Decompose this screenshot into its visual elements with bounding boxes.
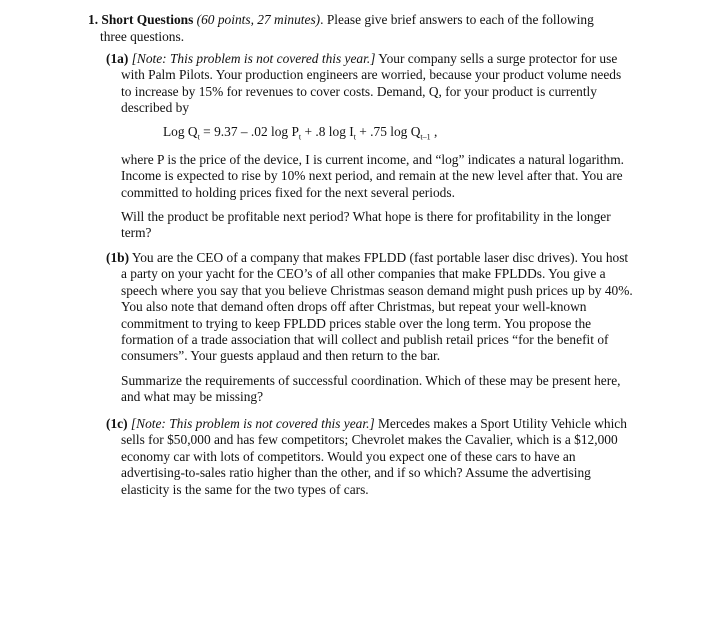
eq-lhs: Log Q	[163, 123, 198, 139]
part-1a-text: Your company sells a surge protector for use with Palm Pilots. Your production engineers are worried, because your product volume needs to increase by 15% for revenues to cover costs. Demand, Q, for your product is currently described by	[121, 51, 622, 116]
question-intro: . Please give brief answers to each of the following	[320, 12, 594, 27]
question-title: Short Questions	[101, 12, 194, 27]
eq-price-sub: t	[298, 132, 302, 142]
part-1a-note: [Note: This problem is not covered this year.]	[131, 51, 376, 66]
part-1c-label: (1c)	[106, 416, 128, 431]
eq-tail: ,	[430, 123, 438, 139]
part-1a-question: Will the product be profitable next period? What hope is there for profitability in the longer term?	[121, 208, 611, 241]
part-1c	[106, 416, 634, 498]
question-intro-cont: three questions.	[100, 29, 185, 44]
part-1a-explanation: where P is the price of the device, I is current income, and “log” indicates a natural logarithm. Income is expected to rise by 10% next period, and remain at the new level after that. You are committed to holding prices fixed for the next several periods.	[121, 151, 624, 200]
eq-lhs-sub: t	[197, 132, 200, 142]
part-1a	[106, 51, 634, 242]
part-1b-label: (1b)	[106, 250, 130, 265]
part-1b-question: Summarize the requirements of successful coordination. Which of these may be present here, and what may be missing?	[121, 372, 621, 405]
question-header	[88, 11, 633, 45]
part-1c-paragraph	[106, 416, 634, 498]
eq-term-price: = 9.37 – .02 log P	[199, 123, 299, 139]
eq-income-sub: t	[353, 132, 356, 142]
eq-lag-sub: t–1	[420, 132, 431, 142]
eq-term-lag: + .75 log Q	[355, 123, 421, 139]
demand-equation	[163, 124, 634, 146]
part-1b-paragraph	[106, 250, 634, 365]
part-1a-paragraph	[106, 51, 634, 117]
part-1c-note: [Note: This problem is not covered this year.]	[130, 416, 375, 431]
question-points-note: (60 points, 27 minutes)	[196, 12, 321, 27]
part-1c-text: Mercedes makes a Sport Utility Vehicle which sells for $50,000 and has few competitors; Chevrolet makes the Cavalier, which is a $12,000 economy car with lots of competitors. Would you expect one of these cars to have an advertising-to-sales ratio higher than the other, and if so which? Assume the advertising elasticity is the same for the two types of cars.	[121, 416, 627, 497]
part-1b	[106, 250, 634, 406]
part-1a-label: (1a)	[106, 51, 129, 66]
part-1b-text: You are the CEO of a company that makes FPLDD (fast portable laser disc drives). You host a party on your yacht for the CEO’s of all other companies that make FPLDDs. You give a speech where you say that you believe Christmas season demand might push prices up by 40%. You also note that demand often drops off after Christmas, but repeat your well-known commitment to trying to keep FPLDD prices stable over the long term. You propose the formation of a trade association that will collect and publish retail prices “for the benefit of consumers”. Your guests applaud and then return to the bar.	[121, 250, 633, 364]
eq-term-income: + .8 log I	[301, 123, 354, 139]
question-number: 1.	[88, 12, 99, 27]
